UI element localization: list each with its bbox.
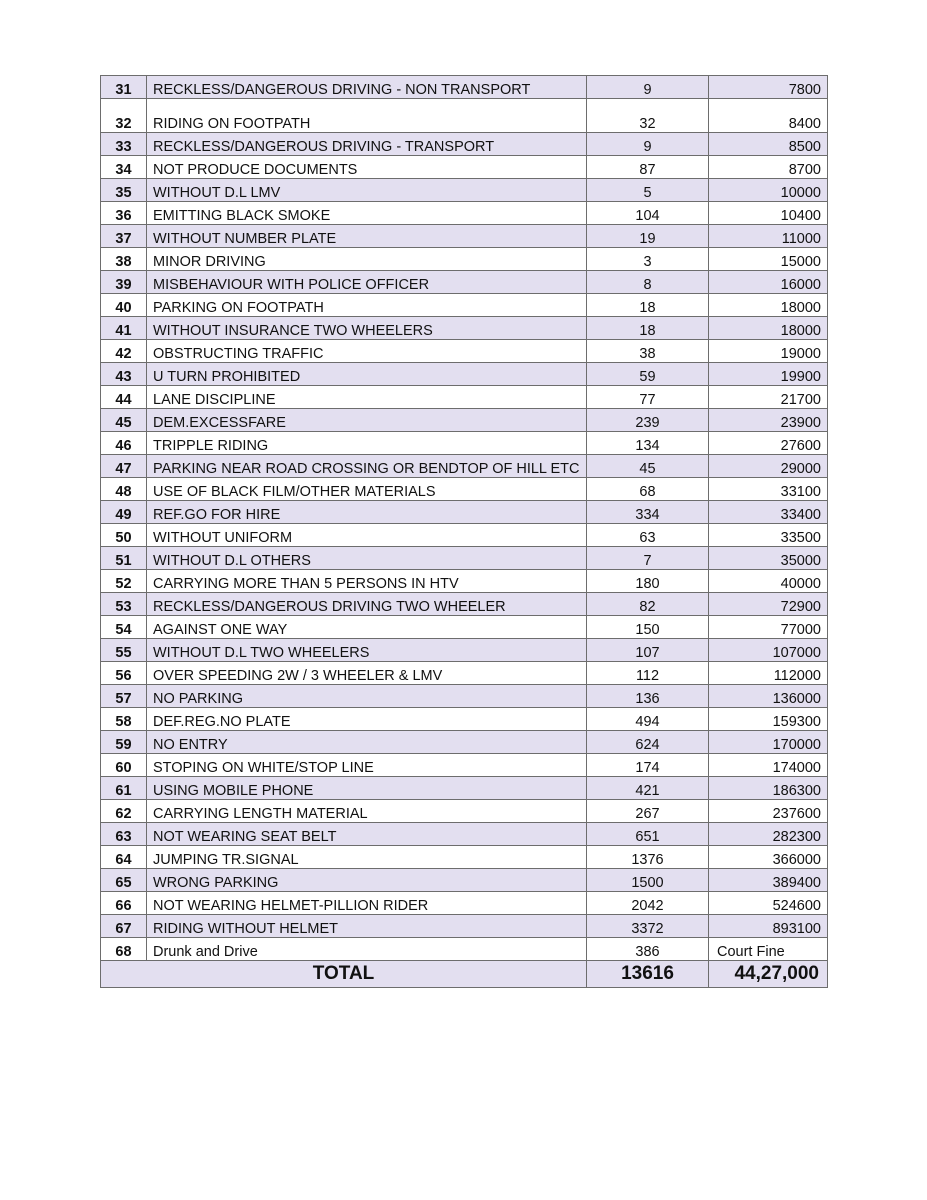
violation-cell: WITHOUT INSURANCE TWO WHEELERS xyxy=(147,317,587,340)
fine-amount-cell: 107000 xyxy=(709,639,828,662)
fine-amount-cell: 33400 xyxy=(709,501,828,524)
cases-cell: 5 xyxy=(587,179,709,202)
total-cases: 13616 xyxy=(587,961,709,988)
serial-number-cell: 35 xyxy=(101,179,147,202)
cases-cell: 9 xyxy=(587,76,709,99)
cases-cell: 107 xyxy=(587,639,709,662)
table-row xyxy=(101,708,828,731)
violation-cell: OBSTRUCTING TRAFFIC xyxy=(147,340,587,363)
table-row xyxy=(101,133,828,156)
serial-number-cell: 36 xyxy=(101,202,147,225)
violation-cell: WITHOUT NUMBER PLATE xyxy=(147,225,587,248)
violation-cell: NOT PRODUCE DOCUMENTS xyxy=(147,156,587,179)
serial-number-cell: 54 xyxy=(101,616,147,639)
cases-cell: 180 xyxy=(587,570,709,593)
fine-amount-cell: 524600 xyxy=(709,892,828,915)
fine-amount-cell: 136000 xyxy=(709,685,828,708)
fine-amount-cell: 29000 xyxy=(709,455,828,478)
cases-cell: 82 xyxy=(587,593,709,616)
fine-amount-cell: Court Fine xyxy=(709,938,828,961)
total-label: TOTAL xyxy=(101,961,587,988)
serial-number-cell: 31 xyxy=(101,76,147,99)
total-fine: 44,27,000 xyxy=(709,961,828,988)
violation-cell: NO ENTRY xyxy=(147,731,587,754)
serial-number-cell: 34 xyxy=(101,156,147,179)
cases-cell: 18 xyxy=(587,294,709,317)
table-row xyxy=(101,409,828,432)
violations-table xyxy=(100,75,828,988)
cases-cell: 267 xyxy=(587,800,709,823)
violation-cell: TRIPPLE RIDING xyxy=(147,432,587,455)
serial-number-cell: 67 xyxy=(101,915,147,938)
serial-number-cell: 46 xyxy=(101,432,147,455)
serial-number-cell: 44 xyxy=(101,386,147,409)
table-row xyxy=(101,501,828,524)
fine-amount-cell: 35000 xyxy=(709,547,828,570)
table-row xyxy=(101,662,828,685)
table-row xyxy=(101,570,828,593)
serial-number-cell: 45 xyxy=(101,409,147,432)
violation-cell: DEF.REG.NO PLATE xyxy=(147,708,587,731)
violation-cell: EMITTING BLACK SMOKE xyxy=(147,202,587,225)
table-row xyxy=(101,593,828,616)
serial-number-cell: 32 xyxy=(101,99,147,133)
violation-cell: LANE DISCIPLINE xyxy=(147,386,587,409)
fine-amount-cell: 186300 xyxy=(709,777,828,800)
violation-cell: NOT WEARING HELMET-PILLION RIDER xyxy=(147,892,587,915)
cases-cell: 136 xyxy=(587,685,709,708)
cases-cell: 9 xyxy=(587,133,709,156)
violation-cell: REF.GO FOR HIRE xyxy=(147,501,587,524)
fine-amount-cell: 18000 xyxy=(709,317,828,340)
violation-cell: WITHOUT UNIFORM xyxy=(147,524,587,547)
fine-amount-cell: 18000 xyxy=(709,294,828,317)
table-row xyxy=(101,225,828,248)
cases-cell: 38 xyxy=(587,340,709,363)
cases-cell: 386 xyxy=(587,938,709,961)
table-row xyxy=(101,317,828,340)
violation-cell: RIDING WITHOUT HELMET xyxy=(147,915,587,938)
fine-amount-cell: 893100 xyxy=(709,915,828,938)
serial-number-cell: 61 xyxy=(101,777,147,800)
fine-amount-cell: 19900 xyxy=(709,363,828,386)
violation-cell: JUMPING TR.SIGNAL xyxy=(147,846,587,869)
serial-number-cell: 38 xyxy=(101,248,147,271)
serial-number-cell: 57 xyxy=(101,685,147,708)
fine-amount-cell: 77000 xyxy=(709,616,828,639)
fine-amount-cell: 7800 xyxy=(709,76,828,99)
violation-cell: RECKLESS/DANGEROUS DRIVING - NON TRANSPORT xyxy=(147,76,587,99)
table-row xyxy=(101,892,828,915)
table-row xyxy=(101,777,828,800)
table-row xyxy=(101,524,828,547)
violation-cell: MINOR DRIVING xyxy=(147,248,587,271)
violation-cell: DEM.EXCESSFARE xyxy=(147,409,587,432)
cases-cell: 112 xyxy=(587,662,709,685)
violation-cell: WITHOUT D.L OTHERS xyxy=(147,547,587,570)
violation-cell: USING MOBILE PHONE xyxy=(147,777,587,800)
cases-cell: 59 xyxy=(587,363,709,386)
cases-cell: 8 xyxy=(587,271,709,294)
table-row xyxy=(101,455,828,478)
violation-cell: WITHOUT D.L LMV xyxy=(147,179,587,202)
fine-amount-cell: 21700 xyxy=(709,386,828,409)
cases-cell: 1376 xyxy=(587,846,709,869)
serial-number-cell: 53 xyxy=(101,593,147,616)
table-row xyxy=(101,76,828,99)
fine-amount-cell: 33500 xyxy=(709,524,828,547)
violations-table-body xyxy=(101,76,828,961)
serial-number-cell: 65 xyxy=(101,869,147,892)
table-row xyxy=(101,363,828,386)
serial-number-cell: 40 xyxy=(101,294,147,317)
table-row xyxy=(101,938,828,961)
violation-cell: NO PARKING xyxy=(147,685,587,708)
table-row xyxy=(101,639,828,662)
cases-cell: 651 xyxy=(587,823,709,846)
fine-amount-cell: 19000 xyxy=(709,340,828,363)
cases-cell: 2042 xyxy=(587,892,709,915)
serial-number-cell: 33 xyxy=(101,133,147,156)
fine-amount-cell: 8500 xyxy=(709,133,828,156)
table-row xyxy=(101,869,828,892)
serial-number-cell: 66 xyxy=(101,892,147,915)
violation-cell: RECKLESS/DANGEROUS DRIVING TWO WHEELER xyxy=(147,593,587,616)
table-row xyxy=(101,340,828,363)
table-row xyxy=(101,294,828,317)
serial-number-cell: 48 xyxy=(101,478,147,501)
cases-cell: 18 xyxy=(587,317,709,340)
fine-amount-cell: 33100 xyxy=(709,478,828,501)
fine-amount-cell: 174000 xyxy=(709,754,828,777)
serial-number-cell: 42 xyxy=(101,340,147,363)
violation-cell: OVER SPEEDING 2W / 3 WHEELER & LMV xyxy=(147,662,587,685)
serial-number-cell: 55 xyxy=(101,639,147,662)
cases-cell: 3 xyxy=(587,248,709,271)
serial-number-cell: 50 xyxy=(101,524,147,547)
cases-cell: 239 xyxy=(587,409,709,432)
cases-cell: 68 xyxy=(587,478,709,501)
table-row xyxy=(101,99,828,133)
cases-cell: 150 xyxy=(587,616,709,639)
violation-cell: WRONG PARKING xyxy=(147,869,587,892)
fine-amount-cell: 8400 xyxy=(709,99,828,133)
fine-amount-cell: 10400 xyxy=(709,202,828,225)
violation-cell: USE OF BLACK FILM/OTHER MATERIALS xyxy=(147,478,587,501)
table-row xyxy=(101,731,828,754)
serial-number-cell: 59 xyxy=(101,731,147,754)
table-row xyxy=(101,800,828,823)
fine-amount-cell: 16000 xyxy=(709,271,828,294)
serial-number-cell: 62 xyxy=(101,800,147,823)
fine-amount-cell: 282300 xyxy=(709,823,828,846)
table-row xyxy=(101,915,828,938)
serial-number-cell: 51 xyxy=(101,547,147,570)
fine-amount-cell: 159300 xyxy=(709,708,828,731)
violation-cell: PARKING ON FOOTPATH xyxy=(147,294,587,317)
cases-cell: 1500 xyxy=(587,869,709,892)
violation-cell: NOT WEARING SEAT BELT xyxy=(147,823,587,846)
fine-amount-cell: 237600 xyxy=(709,800,828,823)
total-row xyxy=(101,961,828,988)
table-row xyxy=(101,478,828,501)
serial-number-cell: 52 xyxy=(101,570,147,593)
table-row xyxy=(101,386,828,409)
violation-cell: CARRYING LENGTH MATERIAL xyxy=(147,800,587,823)
violation-cell: Drunk and Drive xyxy=(147,938,587,961)
violation-cell: RIDING ON FOOTPATH xyxy=(147,99,587,133)
cases-cell: 3372 xyxy=(587,915,709,938)
fine-amount-cell: 8700 xyxy=(709,156,828,179)
fine-amount-cell: 72900 xyxy=(709,593,828,616)
violation-cell: STOPING ON WHITE/STOP LINE xyxy=(147,754,587,777)
serial-number-cell: 47 xyxy=(101,455,147,478)
cases-cell: 45 xyxy=(587,455,709,478)
fine-amount-cell: 11000 xyxy=(709,225,828,248)
cases-cell: 494 xyxy=(587,708,709,731)
fine-amount-cell: 40000 xyxy=(709,570,828,593)
violation-cell: U TURN PROHIBITED xyxy=(147,363,587,386)
violation-cell: PARKING NEAR ROAD CROSSING OR BENDTOP OF HILL ETC xyxy=(147,455,587,478)
table-row xyxy=(101,179,828,202)
fine-amount-cell: 366000 xyxy=(709,846,828,869)
cases-cell: 87 xyxy=(587,156,709,179)
cases-cell: 63 xyxy=(587,524,709,547)
table-row xyxy=(101,846,828,869)
serial-number-cell: 41 xyxy=(101,317,147,340)
violation-cell: AGAINST ONE WAY xyxy=(147,616,587,639)
table-row xyxy=(101,754,828,777)
fine-amount-cell: 15000 xyxy=(709,248,828,271)
serial-number-cell: 56 xyxy=(101,662,147,685)
table-row xyxy=(101,547,828,570)
cases-cell: 19 xyxy=(587,225,709,248)
violation-cell: RECKLESS/DANGEROUS DRIVING - TRANSPORT xyxy=(147,133,587,156)
fine-amount-cell: 23900 xyxy=(709,409,828,432)
cases-cell: 7 xyxy=(587,547,709,570)
fine-amount-cell: 112000 xyxy=(709,662,828,685)
cases-cell: 77 xyxy=(587,386,709,409)
serial-number-cell: 58 xyxy=(101,708,147,731)
violation-cell: WITHOUT D.L TWO WHEELERS xyxy=(147,639,587,662)
table-row xyxy=(101,248,828,271)
table-row xyxy=(101,823,828,846)
serial-number-cell: 37 xyxy=(101,225,147,248)
fine-amount-cell: 389400 xyxy=(709,869,828,892)
table-row xyxy=(101,685,828,708)
cases-cell: 104 xyxy=(587,202,709,225)
table-row xyxy=(101,271,828,294)
cases-cell: 174 xyxy=(587,754,709,777)
fine-amount-cell: 27600 xyxy=(709,432,828,455)
cases-cell: 624 xyxy=(587,731,709,754)
serial-number-cell: 49 xyxy=(101,501,147,524)
serial-number-cell: 63 xyxy=(101,823,147,846)
fine-amount-cell: 10000 xyxy=(709,179,828,202)
serial-number-cell: 60 xyxy=(101,754,147,777)
serial-number-cell: 43 xyxy=(101,363,147,386)
fine-amount-cell: 170000 xyxy=(709,731,828,754)
table-row xyxy=(101,202,828,225)
violation-cell: CARRYING MORE THAN 5 PERSONS IN HTV xyxy=(147,570,587,593)
violation-cell: MISBEHAVIOUR WITH POLICE OFFICER xyxy=(147,271,587,294)
table-row xyxy=(101,616,828,639)
cases-cell: 134 xyxy=(587,432,709,455)
serial-number-cell: 64 xyxy=(101,846,147,869)
table-row xyxy=(101,432,828,455)
cases-cell: 32 xyxy=(587,99,709,133)
serial-number-cell: 39 xyxy=(101,271,147,294)
cases-cell: 421 xyxy=(587,777,709,800)
cases-cell: 334 xyxy=(587,501,709,524)
table-row xyxy=(101,156,828,179)
serial-number-cell: 68 xyxy=(101,938,147,961)
